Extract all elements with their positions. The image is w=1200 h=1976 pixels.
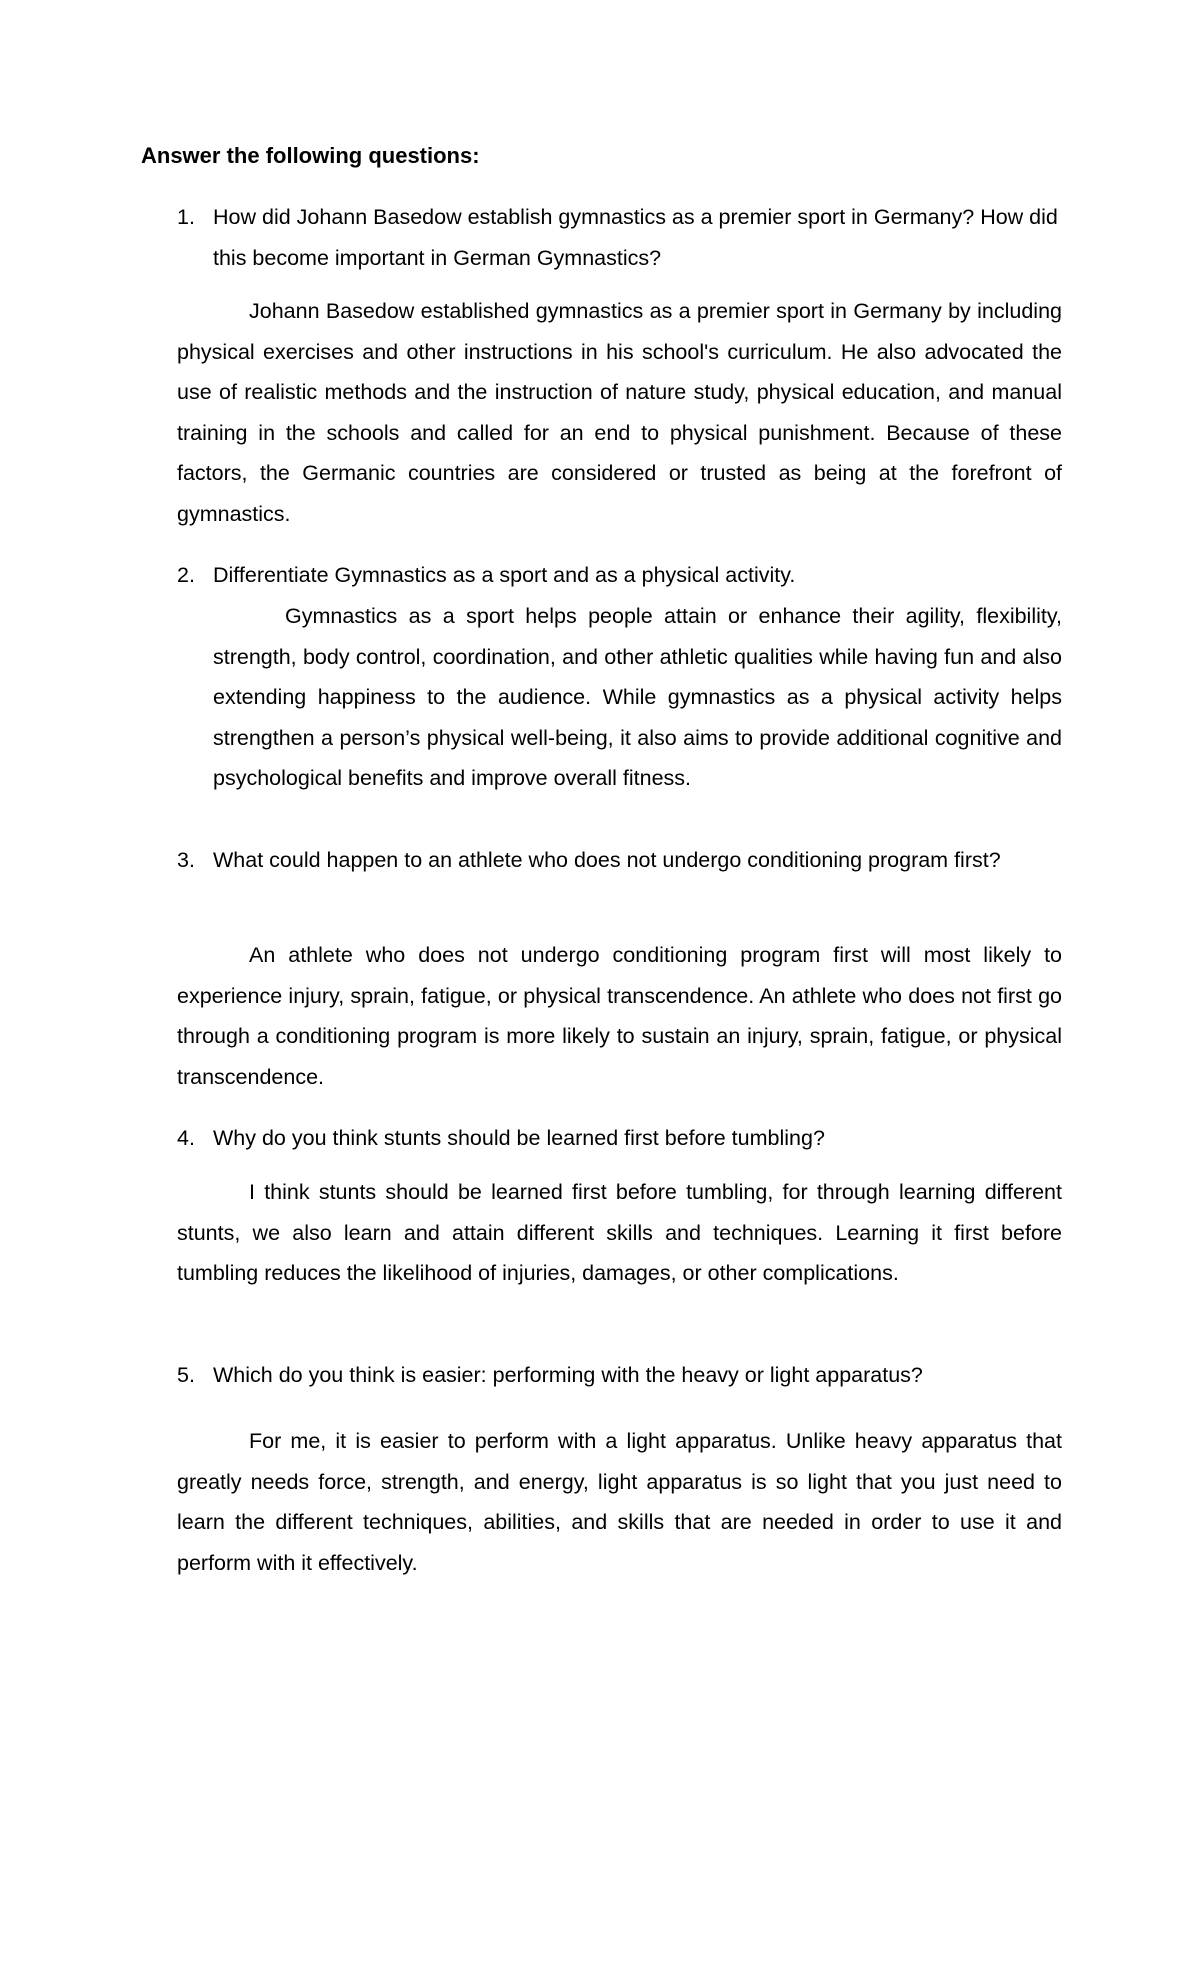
answer-2: Gymnastics as a sport helps people attain or enhance their agility, flexibility, strength, body control, coordination, and other athletic qualities while having fun and also extending happiness to the audience. While gymnastics as a physical activity helps strengthen a person’s physical well-being, it also aims to provide additional cognitive and psychological benefits and improve overall fitness.: [213, 604, 1062, 790]
answer-5: For me, it is easier to perform with a light apparatus. Unlike heavy apparatus that greatly needs force, strength, and energy, light apparatus is so light that you just need to learn the different techniques, abilities, and skills that are needed in order to use it and perform with it effectively.: [177, 1429, 1062, 1575]
answer-1: Johann Basedow established gymnastics as a premier sport in Germany by including physical exercises and other instructions in his school's curriculum. He also advocated the use of realistic methods and the instruction of nature study, physical education, and manual training in the schools and called for an end to physical punishment. Because of these factors, the Germanic countries are considered or trusted as being at the forefront of gymnastics.: [177, 299, 1062, 526]
question-1: [177, 197, 1062, 278]
answer-3: An athlete who does not undergo conditioning program first will most likely to experience injury, sprain, fatigue, or physical transcendence. An athlete who does not first go through a conditioning program is more likely to sustain an injury, sprain, fatigue, or physical transcendence.: [177, 943, 1062, 1089]
question-number: 1.: [177, 205, 195, 229]
question-number: 3.: [177, 848, 195, 872]
question-3: [177, 840, 1062, 881]
question-4: [177, 1118, 1062, 1159]
question-5: [177, 1355, 1062, 1396]
question-text: What could happen to an athlete who does not undergo conditioning program first?: [213, 848, 1001, 872]
question-2: [177, 555, 1062, 596]
answer-4: I think stunts should be learned first before tumbling, for through learning different stunts, we also learn and attain different skills and techniques. Learning it first before tumbling reduces the likelihood of injuries, damages, or other complications.: [177, 1180, 1062, 1285]
question-number: 5.: [177, 1363, 195, 1387]
question-text: How did Johann Basedow establish gymnastics as a premier sport in Germany? How did this become important in German Gymnastics?: [213, 205, 1058, 270]
page-heading: Answer the following questions:: [141, 143, 480, 168]
question-text: Why do you think stunts should be learned first before tumbling?: [213, 1126, 825, 1150]
question-text: Which do you think is easier: performing with the heavy or light apparatus?: [213, 1363, 923, 1387]
question-number: 2.: [177, 563, 195, 587]
question-number: 4.: [177, 1126, 195, 1150]
question-text: Differentiate Gymnastics as a sport and as a physical activity.: [213, 563, 796, 587]
